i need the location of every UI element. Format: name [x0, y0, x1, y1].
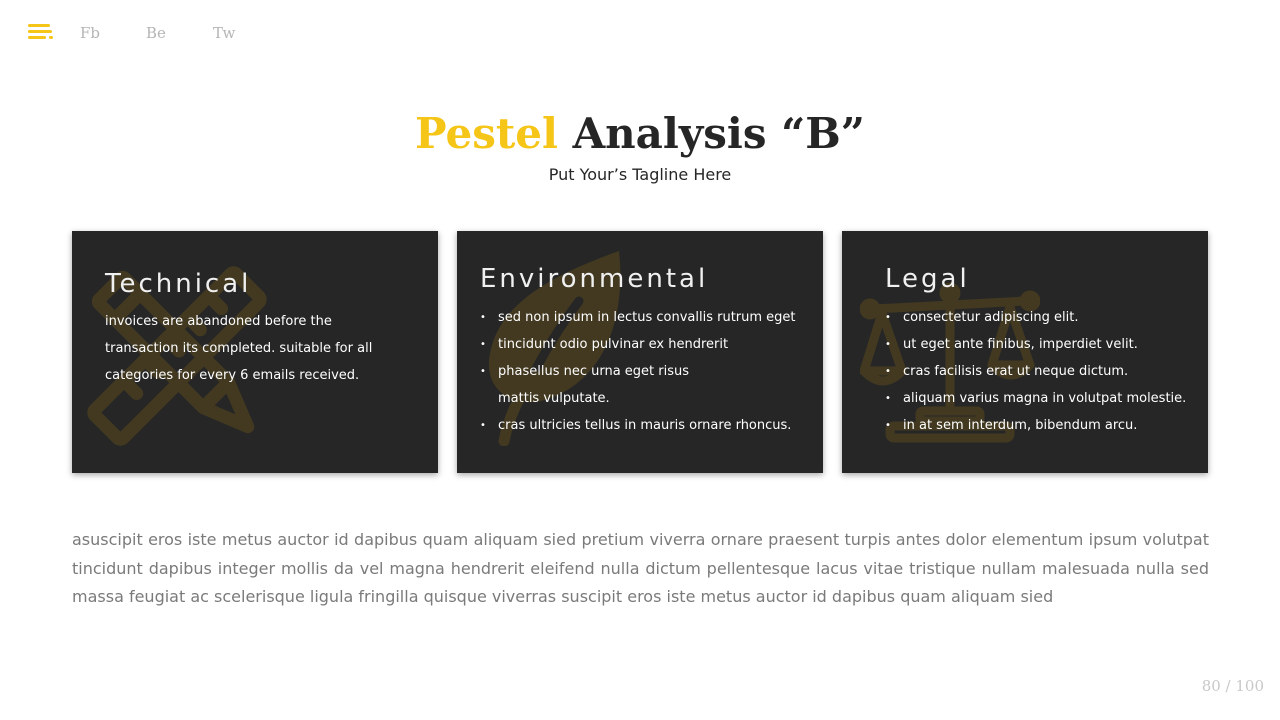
slide-tagline: Put Your’s Tagline Here [548, 165, 732, 184]
card-description: invoices are abandoned before the transaction its completed. suitable for all categories for every 6 emails received. [105, 314, 373, 383]
card-technical [72, 231, 438, 473]
social-link-twitter[interactable]: Tw [213, 24, 236, 42]
list-item: • aliquam varius magna in volutpat molestie. [885, 385, 1197, 412]
card-environmental [457, 231, 823, 473]
card-bullet-list [885, 304, 1197, 439]
list-item: • cras ultricies tellus in mauris ornare rhoncus. [480, 412, 810, 439]
page-number: 80 / 100 [1201, 677, 1264, 695]
social-link-behance[interactable]: Be [146, 24, 166, 42]
list-item: • cras facilisis erat ut neque dictum. [885, 358, 1197, 385]
slide-title-rest: Analysis “B” [572, 109, 865, 158]
social-link-facebook[interactable]: Fb [80, 24, 101, 42]
card-bullet-list [480, 304, 810, 439]
list-item: • ut eget ante finibus, imperdiet velit. [885, 331, 1197, 358]
list-item: • sed non ipsum in lectus convallis rutrum eget [480, 304, 810, 331]
card-title: Legal [885, 264, 970, 294]
card-title: Environmental [480, 264, 709, 294]
list-item: • phasellus nec urna eget risus mattis vulputate. [480, 358, 728, 412]
card-title: Technical [105, 269, 252, 299]
slide-title-accent: Pestel [415, 109, 558, 158]
slide-title [0, 106, 1280, 162]
list-item: • consectetur adipiscing elit. [885, 304, 1197, 331]
list-item: • in at sem interdum, bibendum arcu. [885, 412, 1197, 439]
card-legal [842, 231, 1208, 473]
list-item: • tincidunt odio pulvinar ex hendrerit [480, 331, 810, 358]
menu-icon[interactable] [28, 24, 54, 40]
body-paragraph: asuscipit eros iste metus auctor id dapibus quam aliquam sied pretium viverra ornare praesent turpis antes dolor elementum ipsum volutpat tincidunt dapibus integer mollis da vel magna hendrerit eleifend nulla dictum pellentesque lacus vitae tristique nullam malesuada nulla sed massa feugiat ac scelerisque ligula fringilla quisque viverras suscipit eros iste metus auctor id dapibus quam aliquam sied [72, 530, 1209, 606]
